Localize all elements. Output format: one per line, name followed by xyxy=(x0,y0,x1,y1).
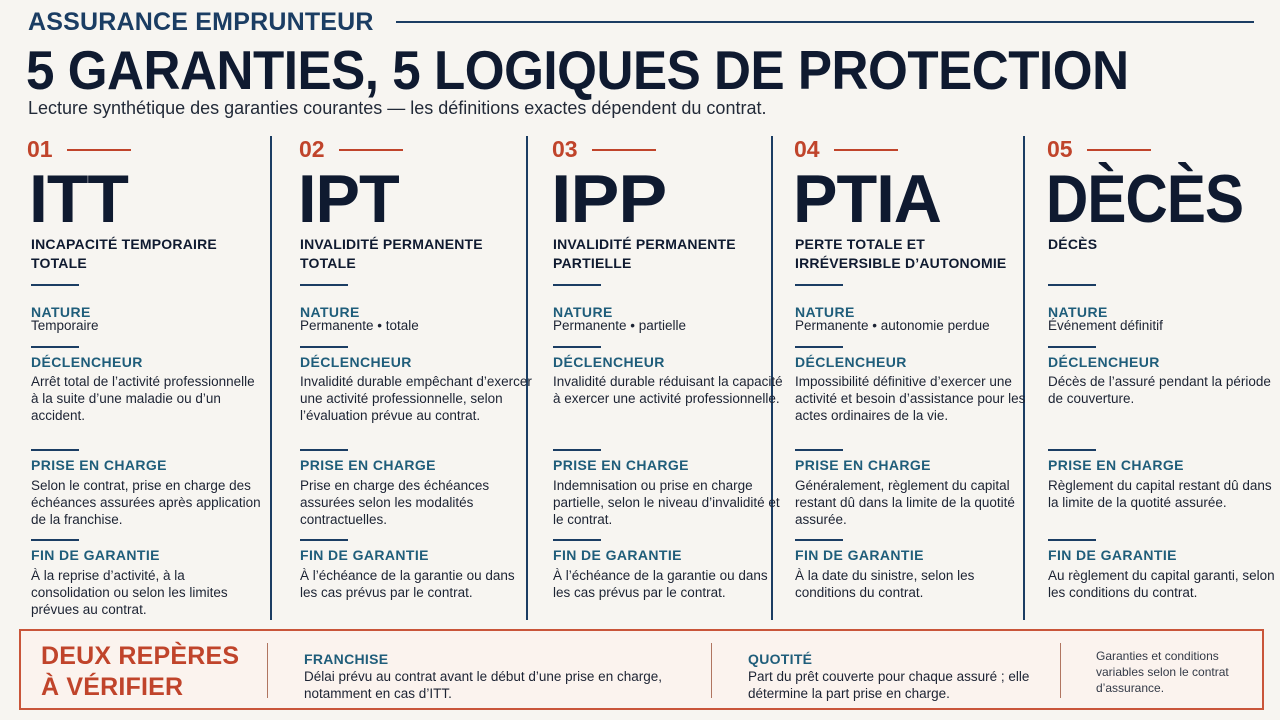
callout-divider xyxy=(711,643,712,698)
column-number-rule xyxy=(67,149,131,151)
coverage-text: Règlement du capital restant dû dans la limite de la quotité assurée. xyxy=(1048,478,1272,510)
end-label: FIN DE GARANTIE xyxy=(300,547,429,563)
nature-text: Permanente • autonomie perdue xyxy=(795,318,990,333)
nature-label: NATURE xyxy=(1048,304,1108,320)
column-number-row xyxy=(794,136,898,163)
coverage-text: Selon le contrat, prise en charge des échéances assurées après application de la franchise. xyxy=(31,478,261,527)
section-rule xyxy=(300,284,348,286)
trigger-label: DÉCLENCHEUR xyxy=(1048,354,1160,370)
column-number: 03 xyxy=(552,136,578,162)
end-text: À la date du sinistre, selon les conditions du contrat. xyxy=(795,568,975,600)
end-text: À l’échéance de la garantie ou dans les cas prévus par le contrat. xyxy=(300,568,515,600)
coverage-label: PRISE EN CHARGE xyxy=(300,457,436,473)
trigger-text: Décès de l’assuré pendant la période de couverture. xyxy=(1048,374,1271,406)
section-rule xyxy=(795,284,843,286)
callout-title-line-2: À VÉRIFIER xyxy=(41,673,184,701)
column-number-rule xyxy=(592,149,656,151)
page-subtitle: Lecture synthétique des garanties courantes — les définitions exactes dépendent du contrat. xyxy=(28,98,767,118)
end-text: À la reprise d’activité, à la consolidation ou selon les limites prévues au contrat. xyxy=(31,568,228,617)
end-text: Au règlement du capital garanti, selon les conditions du contrat. xyxy=(1048,568,1275,600)
trigger-text: Impossibilité définitive d’exercer une activité et besoin d’assistance pour les actes ordinaires de la vie. xyxy=(795,374,1026,423)
quotite-text: Part du prêt couverte pour chaque assuré ; elle détermine la part prise en charge. xyxy=(748,669,1030,701)
column-number-rule xyxy=(1087,149,1151,151)
guarantee-full-name: PERTE TOTALE ET IRRÉVERSIBLE D’AUTONOMIE xyxy=(795,236,1007,271)
nature-text: Événement définitif xyxy=(1048,318,1163,333)
nature-text: Permanente • totale xyxy=(300,318,419,333)
page-title: 5 GARANTIES, 5 LOGIQUES DE PROTECTION xyxy=(26,39,1129,101)
callout-note: Garanties et conditions variables selon le contrat d’assurance. xyxy=(1096,649,1229,695)
trigger-text: Invalidité durable réduisant la capacité à exercer une activité professionnelle. xyxy=(553,374,783,406)
column-number: 01 xyxy=(27,136,53,162)
section-rule xyxy=(795,449,843,451)
guarantee-full-name: INVALIDITÉ PERMANENTE TOTALE xyxy=(300,236,483,271)
section-rule xyxy=(300,346,348,348)
guarantee-full-name: INCAPACITÉ TEMPORAIRE TOTALE xyxy=(31,236,217,271)
section-rule xyxy=(1048,449,1096,451)
section-rule xyxy=(553,284,601,286)
franchise-label: FRANCHISE xyxy=(304,651,389,667)
section-rule xyxy=(31,449,79,451)
section-rule xyxy=(1048,346,1096,348)
nature-label: NATURE xyxy=(795,304,855,320)
column-divider xyxy=(270,136,272,620)
callout-title-line-1: DEUX REPÈRES xyxy=(41,642,240,670)
trigger-text: Arrêt total de l’activité professionnelle à la suite d’une maladie ou d’un accident. xyxy=(31,374,255,423)
nature-text: Permanente • partielle xyxy=(553,318,687,333)
section-rule xyxy=(553,346,601,348)
coverage-label: PRISE EN CHARGE xyxy=(1048,457,1184,473)
nature-label: NATURE xyxy=(553,304,613,320)
coverage-text: Indemnisation ou prise en charge partielle, selon le niveau d’invalidité et le contrat. xyxy=(553,478,780,527)
header-rule xyxy=(396,21,1254,23)
guarantee-acronym: ITT xyxy=(29,161,128,237)
trigger-label: DÉCLENCHEUR xyxy=(553,354,665,370)
section-rule xyxy=(553,539,601,541)
coverage-text: Généralement, règlement du capital restant dû dans la limite de la quotité assurée. xyxy=(795,478,1015,527)
section-rule xyxy=(31,539,79,541)
column-number: 04 xyxy=(794,136,820,162)
coverage-label: PRISE EN CHARGE xyxy=(795,457,931,473)
coverage-label: PRISE EN CHARGE xyxy=(553,457,689,473)
section-rule xyxy=(553,449,601,451)
column-number-row xyxy=(552,136,656,163)
end-text: À l’échéance de la garantie ou dans les cas prévus par le contrat. xyxy=(553,568,768,600)
section-rule xyxy=(1048,284,1096,286)
nature-text: Temporaire xyxy=(31,318,99,333)
column-number: 02 xyxy=(299,136,325,162)
trigger-label: DÉCLENCHEUR xyxy=(31,354,143,370)
guarantee-acronym: IPP xyxy=(551,161,667,237)
column-number-rule xyxy=(834,149,898,151)
quotite-label: QUOTITÉ xyxy=(748,651,813,667)
callout-divider xyxy=(1060,643,1061,698)
column-number-row xyxy=(27,136,131,163)
end-label: FIN DE GARANTIE xyxy=(31,547,160,563)
column-number-row xyxy=(299,136,403,163)
guarantee-acronym: IPT xyxy=(298,161,399,237)
section-rule xyxy=(31,284,79,286)
section-rule xyxy=(1048,539,1096,541)
bottom-callout xyxy=(19,629,1264,710)
callout-divider xyxy=(267,643,268,698)
guarantee-acronym: PTIA xyxy=(793,161,941,237)
guarantee-full-name: INVALIDITÉ PERMANENTE PARTIELLE xyxy=(553,236,736,271)
coverage-label: PRISE EN CHARGE xyxy=(31,457,167,473)
section-rule xyxy=(31,346,79,348)
nature-label: NATURE xyxy=(31,304,91,320)
nature-label: NATURE xyxy=(300,304,360,320)
coverage-text: Prise en charge des échéances assurées selon les modalités contractuelles. xyxy=(300,478,490,527)
section-rule xyxy=(795,539,843,541)
trigger-label: DÉCLENCHEUR xyxy=(795,354,907,370)
column-number: 05 xyxy=(1047,136,1073,162)
column-number-rule xyxy=(339,149,403,151)
header-kicker: ASSURANCE EMPRUNTEUR xyxy=(28,8,374,36)
column-number-row xyxy=(1047,136,1151,163)
trigger-text: Invalidité durable empêchant d’exercer une activité professionnelle, selon l’évaluation prévue au contrat. xyxy=(300,374,532,423)
trigger-label: DÉCLENCHEUR xyxy=(300,354,412,370)
end-label: FIN DE GARANTIE xyxy=(795,547,924,563)
end-label: FIN DE GARANTIE xyxy=(553,547,682,563)
section-rule xyxy=(795,346,843,348)
guarantee-full-name: DÉCÈS xyxy=(1048,236,1098,252)
section-rule xyxy=(300,539,348,541)
end-label: FIN DE GARANTIE xyxy=(1048,547,1177,563)
franchise-text: Délai prévu au contrat avant le début d’une prise en charge, notamment en cas d’ITT. xyxy=(304,669,662,701)
callout-title xyxy=(41,641,239,703)
guarantee-acronym: DÈCÈS xyxy=(1046,161,1244,237)
section-rule xyxy=(300,449,348,451)
